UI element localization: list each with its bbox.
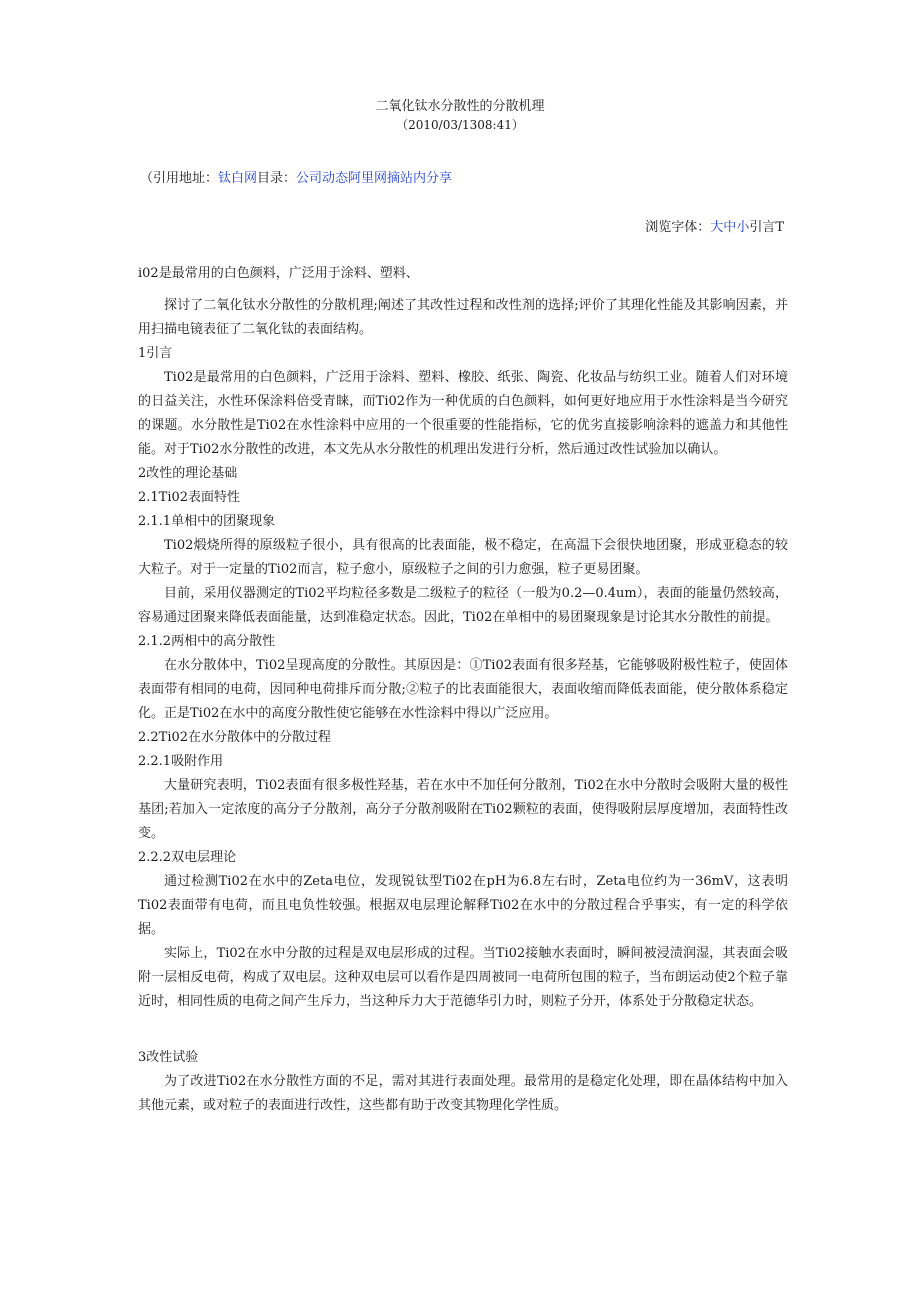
quote-label: 引言T [749, 220, 784, 235]
abstract-paragraph: 探讨了二氧化钛水分散性的分散机理;阐述了其改性过程和改性剂的选择;评价了其理化性能及其影响因素，并用扫描电镜表征了二氧化钛的表面结构。 [138, 298, 788, 337]
paragraph-2-2-2a: 通过检测Ti02在水中的Zeta电位，发现锐钛型Ti02在pH为6.8左右时，Zeta电位约为一36mV，这表明Ti02表面带有电荷，而且电负性较强。根据双电层理论解释Ti02在水中的分散过程合乎事实，有一定的科学依据。 [138, 874, 788, 937]
paragraph-2-1-2: 在水分散体中，Ti02呈现高度的分散性。其原因是：①Ti02表面有很多羟基，它能够吸附极性粒子，使固体表面带有相同的电荷，因同种电荷排斥而分散;②粒子的比表面能很大，表面收缩而降低表面能，使分散体系稳定化。正是Ti02在水中的高度分散性使它能够在水性涂料中得以广泛应用。 [138, 658, 788, 721]
heading-2-1-1: 2.1.1单相中的团聚现象 [138, 514, 276, 529]
page-title: 二氧化钛水分散性的分散机理 [375, 99, 545, 114]
catalog-link[interactable]: 公司动态阿里网摘站内分享 [296, 171, 453, 186]
font-medium-link[interactable]: 中 [723, 220, 737, 235]
paragraph-1: Ti02是最常用的白色颜料，广泛用于涂料、塑料、橡胶、纸张、陶瓷、化妆品与纺织工业。随着人们对环境的日益关注，水性环保涂料倍受青睐，而Ti02作为一种优质的白色颜料，如何更好地应用于水性涂料是当今研究的课题。水分散性是Ti02在水性涂料中应用的一个很重要的性能指标，它的优劣直接影响涂料的遮盖力和其他性能。对于Ti02水分散性的改进，本文先从水分散性的机理出发进行分析，然后通过改性试验加以确认。 [138, 370, 788, 457]
site-link[interactable]: 钛白网 [218, 171, 258, 186]
article-body [138, 262, 788, 1118]
heading-2-2-2: 2.2.2双电层理论 [138, 850, 237, 865]
heading-2: 2改性的理论基础 [138, 466, 238, 481]
paragraph-2-2-2b: 实际上，Ti02在水中分散的过程是双电层形成的过程。当Ti02接触水表面时，瞬间被浸渍润湿，其表面会吸附一层相反电荷，构成了双电层。这种双电层可以看作是四周被同一电荷所包围的粒子，当布朗运动使2个粒子靠近时，相同性质的电荷之间产生斥力，当这种斥力大于范德华引力时，则粒子分开，体系处于分散稳定状态。 [138, 946, 788, 1009]
heading-2-2-1: 2.2.1吸附作用 [138, 754, 224, 769]
heading-2-1-2: 2.1.2两相中的高分散性 [138, 634, 276, 649]
paragraph-2-1-1b: 目前，采用仪器测定的Ti02平均粒径多数是二级粒子的粒径（一般为0.2—0.4um），表面的能量仍然较高，容易通过团聚来降低表面能量，达到准稳定状态。因此，Ti02在单相中的易团聚现象是讨论其水分散性的前提。 [138, 586, 788, 625]
heading-3: 3改性试验 [138, 1050, 199, 1065]
heading-1: 1引言 [138, 346, 173, 361]
font-size-label: 浏览字体： [645, 220, 711, 235]
paragraph-2-2-1: 大量研究表明，Ti02表面有很多极性羟基，若在水中不加任何分散剂，Ti02在水中分散时会吸附大量的极性基团;若加入一定浓度的高分子分散剂，高分子分散剂吸附在Ti02颗粒的表面，使得吸附层厚度增加，表面特性改变。 [138, 778, 788, 841]
paragraph-2-1-1a: Ti02煅烧所得的原级粒子很小，具有很高的比表面能，极不稳定，在高温下会很快地团聚，形成亚稳态的较大粒子。对于一定量的Ti02而言，粒子愈小，原级粒子之间的引力愈强，粒子更易团聚。 [138, 538, 788, 577]
publish-date: （2010/03/1308:41） [396, 118, 524, 132]
font-size-controls [645, 218, 784, 238]
paragraph-3: 为了改进Ti02在水分散性方面的不足，需对其进行表面处理。最常用的是稳定化处理，即在晶体结构中加入其他元素，或对粒子的表面进行改性，这些都有助于改变其物理化学性质。 [138, 1074, 788, 1113]
catalog-label: 目录： [257, 171, 297, 186]
heading-2-1: 2.1Ti02表面特性 [138, 490, 241, 505]
font-large-link[interactable]: 大 [710, 220, 724, 235]
lead-paragraph: i02是最常用的白色颜料，广泛用于涂料、塑料、 [138, 266, 419, 281]
citation-line [140, 169, 452, 189]
font-small-link[interactable]: 小 [736, 220, 750, 235]
citation-prefix: （引用地址： [140, 171, 219, 186]
heading-2-2: 2.2Ti02在水分散体中的分散过程 [138, 730, 332, 745]
